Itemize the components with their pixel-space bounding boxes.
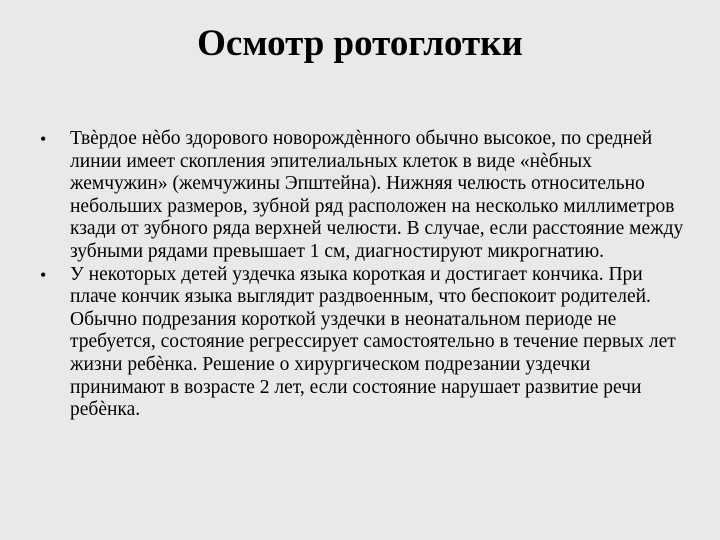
bullet-item (40, 128, 690, 264)
bullet-item (40, 264, 690, 422)
bullet-text: Твѐрдое нѐбо здорового новорождѐнного обычно высокое, по средней линии имеет скопления эпителиальных клеток в виде «нѐбных жемчужин» (жемчужины Эпштейна). Нижняя челюсть относительно небольших размеров, зубной ряд расположен на несколько миллиметров кзади от зубного ряда верхней челюсти. В случае, если расстояние между зубными рядами превышает 1 см, диагностируют микрогнатию. (70, 128, 684, 262)
bullet-text: У некоторых детей уздечка языка короткая и достигает кончика. При плаче кончик языка выглядит раздвоенным, что беспокоит родителей. Обычно подрезания короткой уздечки в неонатальном периоде не требуется, состояние регрессирует самостоятельно в течение первых лет жизни ребѐнка. Решение о хирургическом подрезании уздечки принимают в возрасте 2 лет, если состояние нарушает развитие речи ребѐнка. (70, 263, 676, 421)
slide-title: Осмотр ротоглотки (197, 23, 523, 64)
bullet-list (40, 128, 690, 422)
bullet-marker: • (40, 129, 47, 149)
bullet-marker: • (40, 264, 47, 285)
